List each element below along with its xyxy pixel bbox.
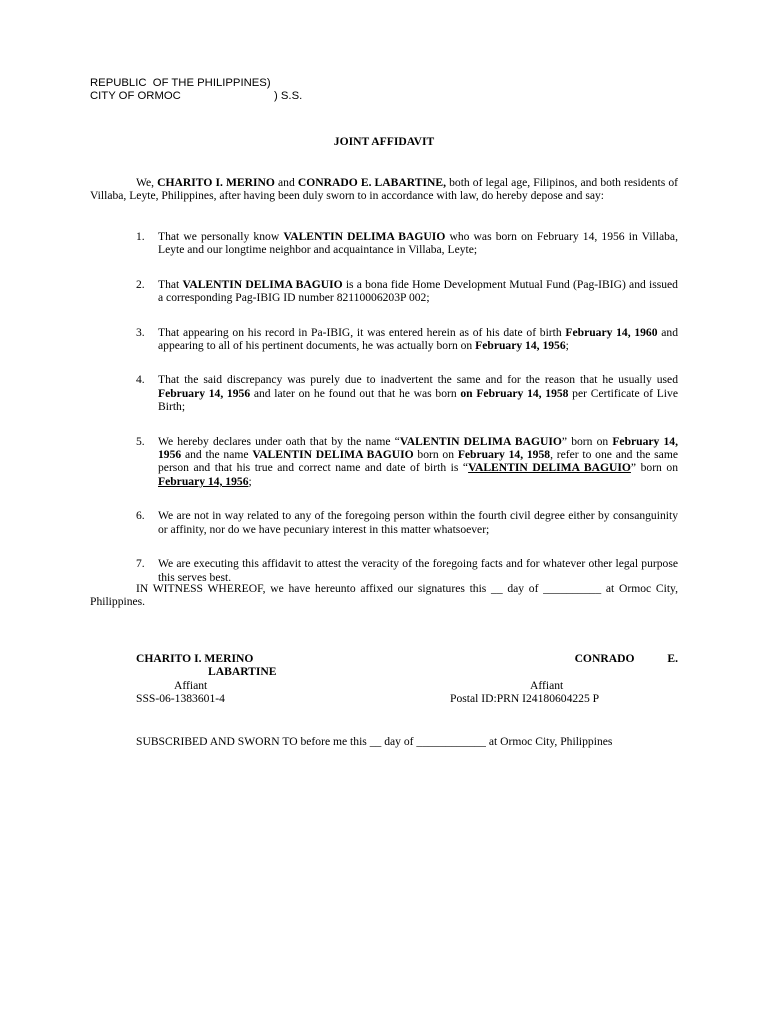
signatory-right-name: CONRADO E. [574,652,678,665]
signatory-left-name-continued: LABARTINE [208,665,277,679]
item-number: 3. [136,325,145,339]
venue-header [90,77,410,104]
signatory-right-role: Affiant [530,678,564,692]
statement-item-1: 1. That we personally know VALENTIN DELIMA BAGUIO who was born on February 14, 1956 in Villaba, Leyte and our longtime neighbor and acquaintance in Villaba, Leyte; [136,230,678,257]
signatory-left-name: CHARITO I. MERINO [136,652,254,665]
affiant-name-2: CONRADO E. LABARTINE, [297,176,446,189]
item-number: 2. [136,277,145,291]
venue-city: CITY OF ORMOC [90,90,181,103]
signatory-right-id: Postal ID:PRN I24180604225 P [450,692,600,706]
intro-paragraph: We, CHARITO I. MERINO and CONRADO E. LABARTINE, both of legal age, Filipinos, and both residents of Villaba, Leyte, Philippines, after having been duly sworn to in accordance with law, do hereby depose and say: [90,176,678,203]
statement-item-6: 6. We are not in way related to any of the foregoing person within the fourth civil degree either by consanguinity or affinity, nor do we have pecuniary interest in this matter whatsoever; [136,509,678,536]
signatory-left [136,652,336,706]
witness-paragraph: IN WITNESS WHEREOF, we have hereunto affixed our signatures this __ day of __________ at Ormoc City, Philippines. [90,582,678,609]
signatory-left-id: SSS-06-1383601-4 [136,692,225,706]
statement-item-5: 5. We hereby declares under oath that by the name “VALENTIN DELIMA BAGUIO” born on February 14, 1956 and the name VALENTIN DELIMA BAGUIO born on February 14, 1958, refer to one and the same person and that his true and correct name and date of birth is “VALENTIN DELIMA BAGUIO” born on February 14, 1956; [136,434,678,488]
item-number: 6. [136,509,145,523]
signatory-left-role: Affiant [174,678,208,692]
venue-ss: ) S.S. [274,90,303,103]
statement-item-7: 7. We are executing this affidavit to attest the veracity of the foregoing facts and for whatever other legal purpose this serves best. [136,557,678,584]
statement-item-3: 3. That appearing on his record in Pa-IBIG, it was entered herein as of his date of birth February 14, 1960 and appearing to all of his pertinent documents, he was actually born on February 14, 1956; [136,325,678,353]
statement-item-2: 2. That VALENTIN DELIMA BAGUIO is a bona fide Home Development Mutual Fund (Pag-IBIG) and issued a corresponding Pag-IBIG ID number 82110006203P 002; [136,277,678,305]
statement-list [90,230,678,605]
item-number: 4. [136,373,145,387]
item-number: 5. [136,434,145,448]
jurat-paragraph: SUBSCRIBED AND SWORN TO before me this __ day of ____________ at Ormoc City, Philippines [136,735,613,748]
venue-republic: REPUBLIC OF THE PHILIPPINES) [90,77,271,89]
document-title: JOINT AFFIDAVIT [333,135,435,148]
item-number: 1. [136,230,145,243]
signatory-right [450,652,680,706]
statement-item-4: 4. That the said discrepancy was purely due to inadvertent the same and for the reason that he usually used February 14, 1956 and later on he found out that he was born on February 14, 1958 per Certificate of Live Birth; [136,373,678,414]
item-number: 7. [136,557,145,571]
affiant-name-1: CHARITO I. MERINO [157,176,275,189]
